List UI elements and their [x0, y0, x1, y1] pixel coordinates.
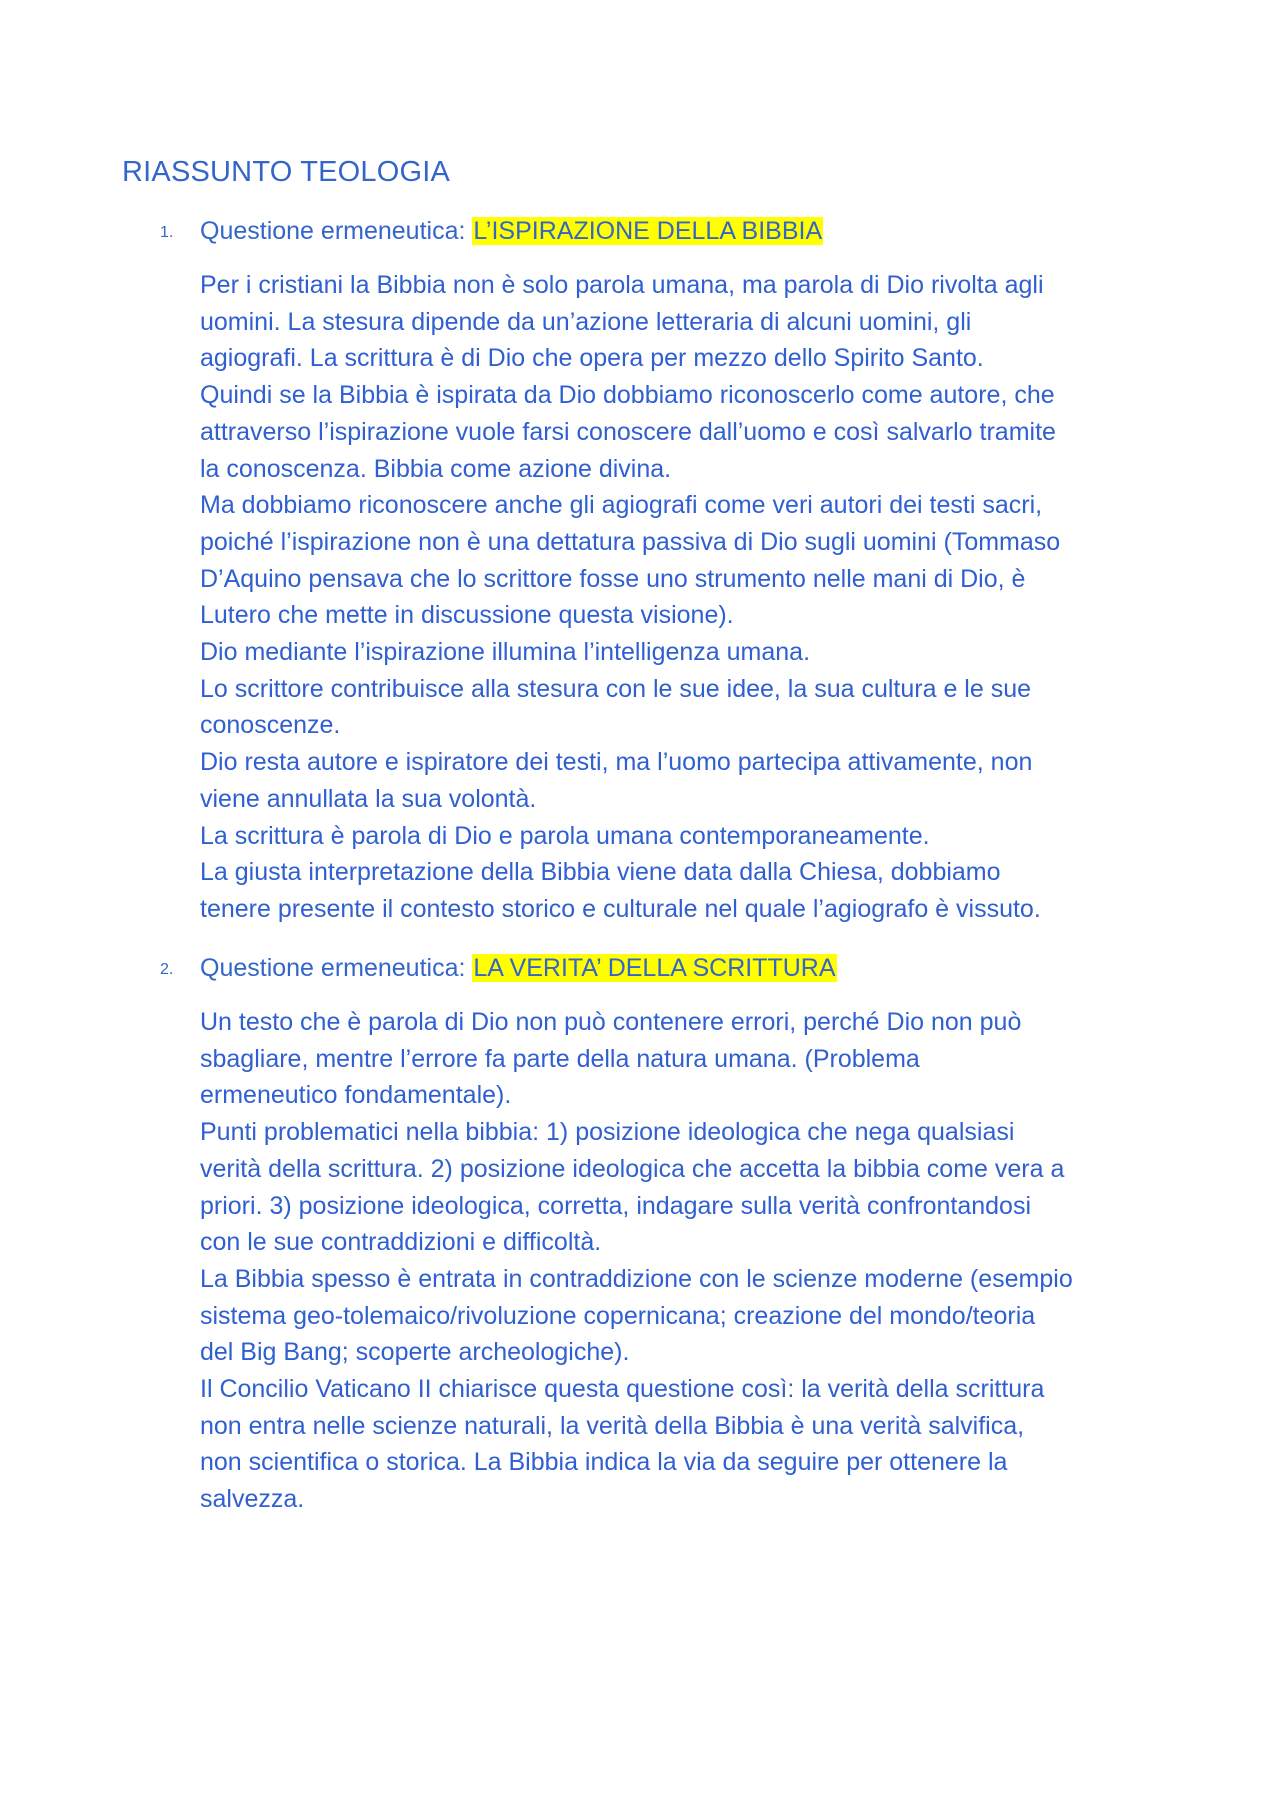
- section-body: [200, 267, 1180, 928]
- paragraph: Il Concilio Vaticano II chiarisce questa questione così: la verità della scrittura non entra nelle scienze naturali, la verità della Bibbia è una verità salvifica, non scientifica o storica. La Bibbia indica la via da seguire per ottenere la salvezza.: [200, 1375, 1045, 1514]
- paragraph: La giusta interpretazione della Bibbia viene data dalla Chiesa, dobbiamo tenere presente il contesto storico e culturale nel quale l’agiografo è vissuto.: [200, 858, 1041, 923]
- paragraph: Punti problematici nella bibbia: 1) posizione ideologica che nega qualsiasi verità della scrittura. 2) posizione ideologica che accetta la bibbia come vera a priori. 3) posizione ideologica, corretta, indagare sulla verità confrontandosi con le sue contraddizioni e difficoltà.: [200, 1118, 1065, 1257]
- list-number: 1.: [160, 224, 174, 241]
- paragraph: Ma dobbiamo riconoscere anche gli agiografi come veri autori dei testi sacri, poiché l’ispirazione non è una dettatura passiva di Dio sugli uomini (Tommaso D’Aquino pensava che lo scrittore fosse uno strumento nelle mani di Dio, è Lutero che mette in discussione questa visione).: [200, 491, 1061, 630]
- highlighted-heading: L’ISPIRAZIONE DELLA BIBBIA: [473, 217, 823, 245]
- document-title: RIASSUNTO TEOLOGIA: [122, 156, 451, 188]
- section-ispirazione: [0, 213, 1280, 923]
- section-heading: [0, 213, 1280, 253]
- heading-text: [200, 213, 823, 249]
- paragraph: La scrittura è parola di Dio e parola umana contemporaneamente.: [200, 821, 930, 850]
- paragraph: Un testo che è parola di Dio non può contenere errori, perché Dio non può sbagliare, mentre l’errore fa parte della natura umana. (Problema ermeneutico fondamentale).: [200, 1008, 1022, 1110]
- section-verita: [0, 950, 1280, 1514]
- paragraph: Dio mediante l’ispirazione illumina l’intelligenza umana.: [200, 638, 811, 667]
- highlighted-heading: LA VERITA’ DELLA SCRITTURA: [473, 954, 836, 982]
- paragraph: Lo scrittore contribuisce alla stesura con le sue idee, la sua cultura e le sue conoscenze.: [200, 674, 1032, 740]
- section-body: [200, 1004, 1180, 1518]
- heading-prefix: Questione ermeneutica:: [200, 954, 473, 982]
- paragraph: Per i cristiani la Bibbia non è solo parola umana, ma parola di Dio rivolta agli uomini. La stesura dipende da un’azione letteraria di alcuni uomini, gli agiografi. La scrittura è di Dio che opera per mezzo dello Spirito Santo.: [200, 271, 1044, 373]
- list-number: 2.: [160, 961, 174, 978]
- heading-text: [200, 950, 837, 986]
- paragraph: Quindi se la Bibbia è ispirata da Dio dobbiamo riconoscerlo come autore, che attraverso l’ispirazione vuole farsi conoscere dall’uomo e così salvarlo tramite la conoscenza. Bibbia come azione divina.: [200, 381, 1056, 483]
- heading-prefix: Questione ermeneutica:: [200, 217, 473, 245]
- section-heading: [0, 950, 1280, 990]
- paragraph: Dio resta autore e ispiratore dei testi, ma l’uomo partecipa attivamente, non viene annullata la sua volontà.: [200, 748, 1033, 813]
- paragraph: La Bibbia spesso è entrata in contraddizione con le scienze moderne (esempio sistema geo-tolemaico/rivoluzione copernicana; creazione del mondo/teoria del Big Bang; scoperte archeologiche).: [200, 1264, 1073, 1367]
